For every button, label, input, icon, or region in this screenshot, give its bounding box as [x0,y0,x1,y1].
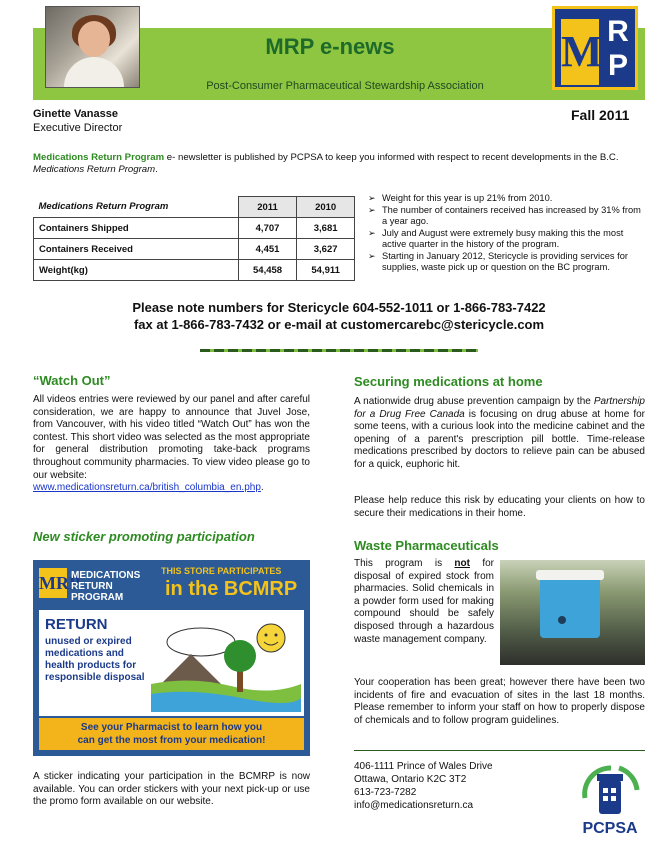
author-role: Executive Director [33,122,123,134]
contact-phone: 613-723-7282 [354,787,417,798]
securing-heading: Securing medications at home [354,374,543,389]
year-header: 2010 [297,197,355,218]
mrp-logo: M R P [552,6,638,90]
watch-out-heading: “Watch Out” [33,373,111,388]
mini-mrp-logo: MRP [39,568,67,598]
list-item: ➢ Starting in January 2012, Stericycle is providing services for supplies, waste pick up or question on the BC program. [368,251,648,274]
watch-out-body: All videos entries were reviewed by our panel and after careful consideration, we are happy to announce that Juvel Jose, from Vancouver, with his video titled “Watch Out” has won the contest. This short video was selected as the most appropriate for general distribution promoting take-back programs throughout community pharmacies. To view video please go to our website: www.medicationsreturn.ca/british_columbia_en.php. [33,394,310,494]
disposal-bin-photo [500,560,645,665]
year-header: 2011 [238,197,296,218]
table-row: Containers Received 4,451 3,627 [34,239,355,260]
footer-divider [354,750,645,751]
sticker-body: A sticker indicating your participation in the BCMRP is now available. You can order stickers with your next pick-up or use the promo form available on our website. [33,771,310,808]
recycle-bottle-icon [575,760,645,820]
list-item: ➢ The number of containers received has increased by 31% from a year ago. [368,205,648,228]
table-row: Containers Shipped 4,707 3,681 [34,218,355,239]
bcmrp-sticker-image: MRP MEDICATIONS RETURN PROGRAM THIS STORE PARTICIPATES in the BCMRP RETURN unused or expired medications and health products for responsible disposal See your Pharmacist to learn how you can get the most from your medication! [33,560,310,756]
contact-address [354,760,493,812]
video-link[interactable]: www.medicationsreturn.ca/british_columbia_en.php [33,482,261,494]
list-item: ➢ Weight for this year is up 21% from 2010. [368,193,648,205]
section-divider [200,349,478,352]
securing-body-2: Please help reduce this risk by educating your clients on how to secure their medications in their home. [354,495,645,519]
intro-paragraph: Medications Return Program e- newsletter is published by PCPSA to keep you informed with respect to recent developments in the B.C. Medications Return Program. [33,152,619,175]
contact-email[interactable]: info@medicationsreturn.ca [354,800,474,811]
waste-body-2: Your cooperation has been great; however there have been two incidents of fire and evacuation of sites in the last 18 months. Please remember to inform your staff on how to properly dispose of chemicals and to follow program guidelines. [354,677,645,726]
association-name: Post-Consumer Pharmaceutical Stewardship Association [206,80,484,92]
sticker-heading: New sticker promoting participation [33,529,255,544]
waste-heading: Waste Pharmaceuticals [354,538,499,553]
stats-table [33,196,355,281]
waste-body-1: This program is not for disposal of expired stock from pharmacies. Solid chemicals in a powder form used for making compound should be safely disposed through a hazardous waste management company. [354,558,494,645]
table-row: Weight(kg) 54,458 54,911 [34,260,355,281]
securing-body: A nationwide drug abuse prevention campaign by the Partnership for a Drug Free Canada is focusing on drug abuse at home for some teens, with a curious look into the medicine cabinet and the opening of a parent's prescription pill bottle. Time-release medications prescribed by doctors to relieve pain can be abused for a quick, euphoric hit. [354,396,645,470]
stericycle-phone-note: Please note numbers for Stericycle 604-552-1011 or 1-866-783-7422 [132,300,546,315]
director-photo [45,6,140,88]
address-city: Ottawa, Ontario K2C 3T2 [354,774,467,785]
pcpsa-logo: PCPSA [575,760,645,840]
issue-season: Fall 2011 [571,107,630,123]
table-caption: Medications Return Program [34,197,239,218]
newsletter-title: MRP e-news [265,34,395,59]
sun-tree-illustration [151,614,301,712]
list-item: ➢ July and August were extremely busy making this the most active quarter in the history of the program. [368,228,648,251]
stericycle-fax-note: fax at 1-866-783-7432 or e-mail at customercarebc@stericycle.com [133,317,545,332]
address-street: 406-1111 Prince of Wales Drive [354,761,493,772]
author-name: Ginette Vanasse [33,108,118,120]
stats-bullet-list [368,193,648,274]
